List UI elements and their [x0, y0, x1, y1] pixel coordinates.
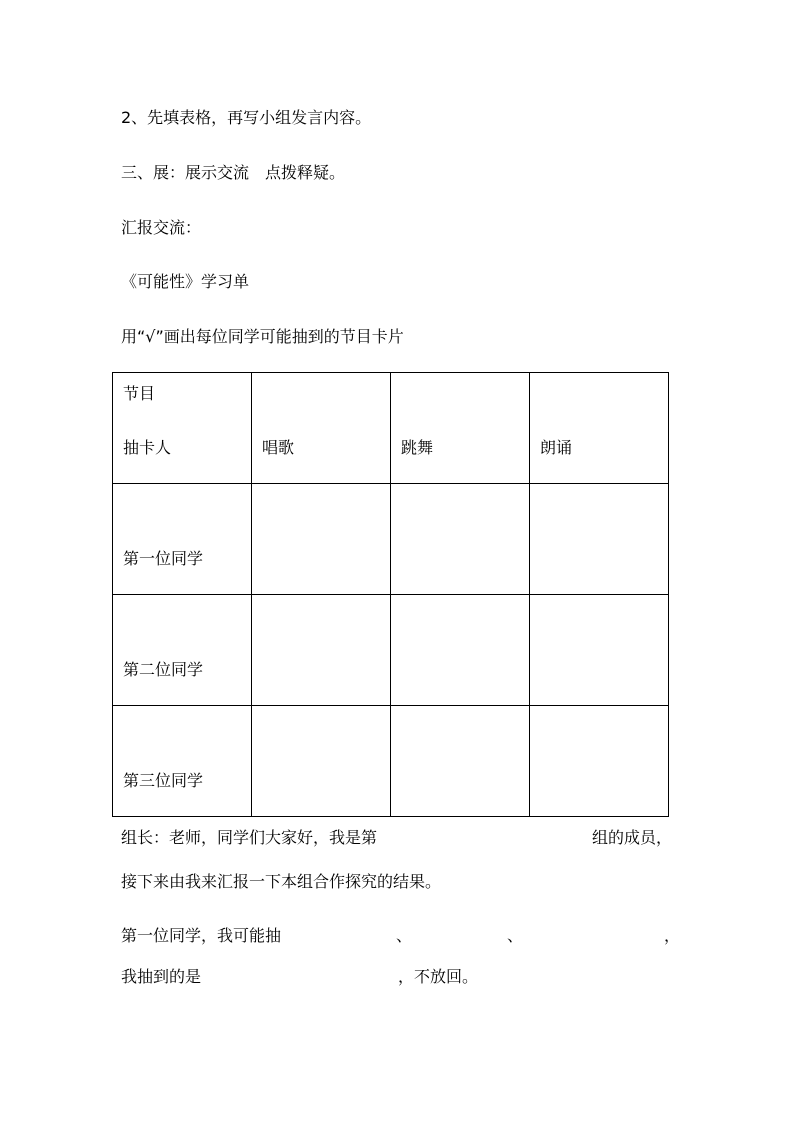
- corner-cell: [113, 373, 252, 484]
- check-cell[interactable]: [391, 595, 530, 706]
- row-header: 第一位同学: [113, 484, 252, 595]
- check-cell[interactable]: [530, 484, 669, 595]
- check-cell[interactable]: [252, 706, 391, 817]
- check-cell[interactable]: [391, 484, 530, 595]
- row-header: 第二位同学: [113, 595, 252, 706]
- report-heading: 汇报交流：: [121, 218, 202, 237]
- no-replacement-text: ，不放回。: [398, 967, 479, 986]
- worksheet-instruction: 用“√”画出每位同学可能抽到的节目卡片: [121, 327, 404, 346]
- corner-bottom-label: 抽卡人: [123, 438, 172, 457]
- program-card-table: [112, 372, 669, 817]
- column-header: 跳舞: [391, 373, 530, 484]
- check-cell[interactable]: [252, 484, 391, 595]
- leader-speech-line2: 接下来由我来汇报一下本组合作探究的结果。: [121, 872, 442, 891]
- drawn-card-text: 我抽到的是: [121, 967, 202, 986]
- leader-speech-start: 组长：老师，同学们大家好，我是第: [121, 828, 378, 847]
- section-3-heading: 三、展：展示交流 点拨释疑。: [121, 163, 346, 182]
- column-header: 朗诵: [530, 373, 669, 484]
- corner-top-label: 节目: [123, 384, 156, 403]
- table-row: [113, 595, 669, 706]
- table-header-row: [113, 373, 669, 484]
- worksheet-title: 《可能性》学习单: [121, 272, 250, 291]
- student1-speech: 第一位同学，我可能抽: [121, 926, 282, 945]
- separator-2: 、: [507, 926, 524, 945]
- separator-3: ，: [664, 926, 681, 945]
- leader-speech-end: 组的成员，: [592, 828, 673, 847]
- check-cell[interactable]: [530, 706, 669, 817]
- check-cell[interactable]: [391, 706, 530, 817]
- column-header: 唱歌: [252, 373, 391, 484]
- row-header: 第三位同学: [113, 706, 252, 817]
- check-cell[interactable]: [252, 595, 391, 706]
- separator-1: 、: [396, 926, 413, 945]
- table-row: [113, 484, 669, 595]
- step-2-text: 2、先填表格，再写小组发言内容。: [121, 108, 372, 127]
- table-row: [113, 706, 669, 817]
- check-cell[interactable]: [530, 595, 669, 706]
